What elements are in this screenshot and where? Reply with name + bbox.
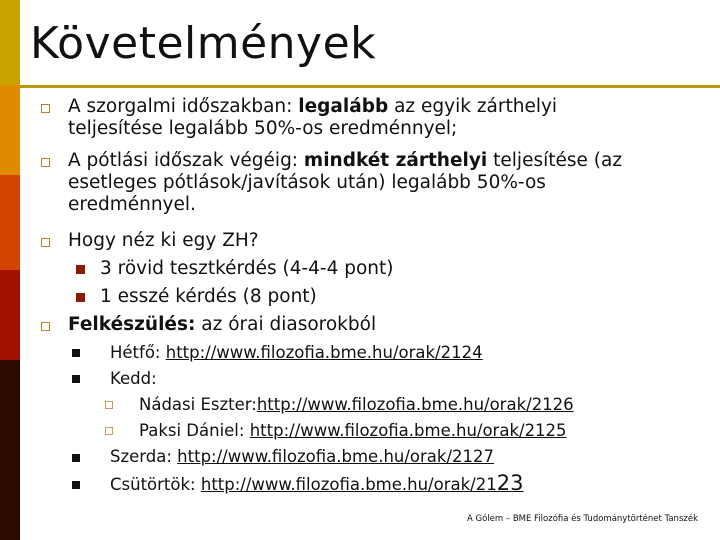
thursday-link[interactable] — [200, 471, 524, 495]
requirement-item-2 — [68, 150, 708, 216]
tuesday-2-link[interactable]: http://www.filozofia.bme.hu/orak/2125 — [249, 421, 567, 440]
bullet-filled-square-icon — [76, 293, 85, 302]
item1-bold: legalább — [298, 96, 389, 117]
schedule-wednesday — [110, 447, 494, 467]
schedule-thursday — [110, 473, 523, 495]
sidebar-band-gold — [0, 0, 20, 85]
thursday-label: Csütörtök: — [110, 475, 201, 494]
sidebar-band-dark-red — [0, 270, 20, 360]
item4-text: az órai diasorokból — [195, 314, 377, 335]
sidebar-band-red-orange — [0, 175, 20, 270]
item1-text-end: az egyik zárthelyi — [388, 96, 558, 117]
bullet-filled-square-icon — [72, 454, 80, 462]
schedule-tuesday: Kedd: — [110, 369, 157, 388]
requirement-item-4 — [68, 314, 708, 336]
tuesday-1-link[interactable]: http://www.filozofia.bme.hu/orak/2126 — [256, 395, 574, 414]
item2-bold: mindkét zárthelyi — [303, 150, 488, 171]
tuesday-2-label: Paksi Dániel: — [139, 421, 250, 440]
wednesday-label: Szerda: — [110, 447, 178, 466]
item4-bold: Felkészülés: — [68, 314, 196, 335]
bullet-filled-square-icon — [72, 349, 80, 357]
bullet-filled-square-icon — [72, 481, 80, 489]
wednesday-link[interactable]: http://www.filozofia.bme.hu/orak/2127 — [177, 447, 495, 466]
tuesday-1-label: Nádasi Eszter: — [139, 395, 257, 414]
bullet-square-icon — [41, 104, 50, 113]
slide-title: Követelmények — [30, 18, 377, 69]
item1-text: A szorgalmi időszakban: — [68, 96, 299, 117]
monday-link[interactable]: http://www.filozofia.bme.hu/orak/2124 — [165, 343, 483, 362]
bullet-square-icon — [41, 322, 50, 331]
requirement-item-3: Hogy néz ki egy ZH? — [68, 230, 259, 251]
requirement-item-1 — [68, 96, 708, 140]
color-sidebar — [0, 0, 20, 540]
item2-text: A pótlási időszak végéig: — [68, 150, 304, 171]
sidebar-band-orange — [0, 85, 20, 175]
bullet-filled-square-icon — [76, 265, 85, 274]
item2-line2: esetleges pótlások/javítások után) legalább 50%-os — [68, 172, 546, 193]
schedule-tuesday-nadasi — [139, 395, 574, 415]
schedule-tuesday-paksi — [139, 421, 567, 441]
zh-detail-1: 3 rövid tesztkérdés (4-4-4 pont) — [100, 258, 394, 279]
title-divider — [20, 85, 720, 88]
item1-line2: teljesítése legalább 50%-os eredménnyel; — [68, 118, 458, 139]
bullet-filled-square-icon — [72, 375, 80, 383]
item2-text-end: teljesítése (az — [487, 150, 623, 171]
schedule-monday — [110, 343, 483, 363]
bullet-square-icon — [105, 427, 113, 435]
zh-detail-2: 1 esszé kérdés (8 pont) — [100, 286, 317, 307]
sidebar-band-dark-brown — [0, 360, 20, 540]
item2-line3: eredménnyel. — [68, 194, 196, 215]
monday-label: Hétfő: — [110, 343, 166, 362]
thursday-link-tail: 23 — [496, 471, 524, 495]
footer-credit: A Gólem – BME Filozófia és Tudománytörténet Tanszék — [466, 514, 698, 524]
bullet-square-icon — [41, 238, 50, 247]
bullet-square-icon — [41, 158, 50, 167]
bullet-square-icon — [105, 401, 113, 409]
thursday-link-main: http://www.filozofia.bme.hu/orak/21 — [200, 475, 497, 494]
